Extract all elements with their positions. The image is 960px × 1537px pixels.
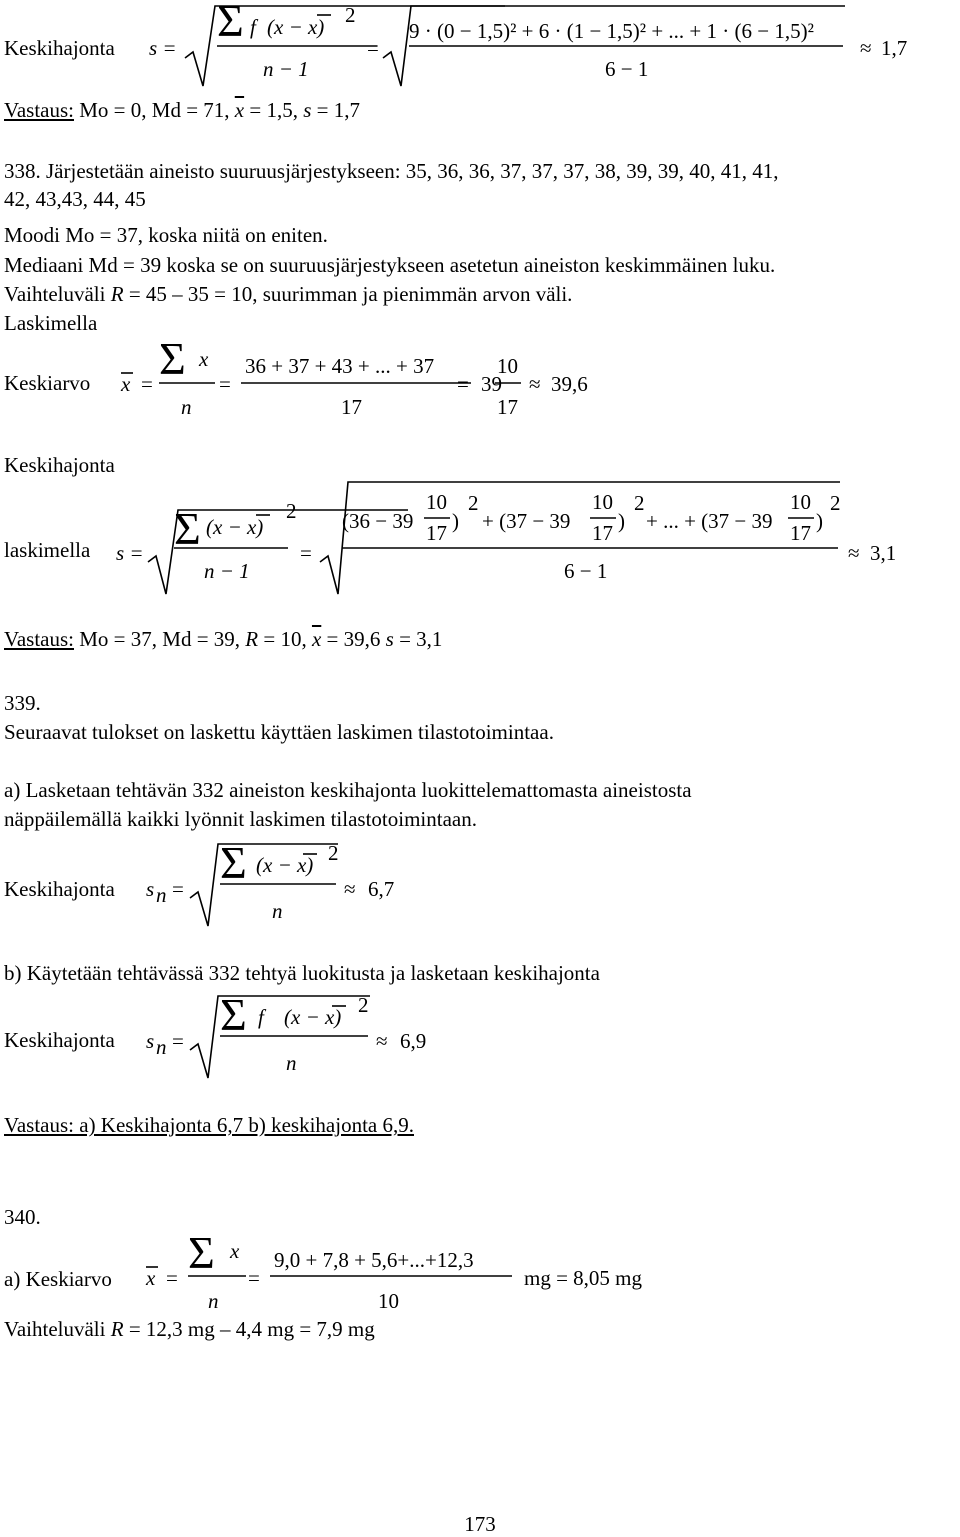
mean-denominator: 17: [341, 395, 362, 419]
sd-a-label: Keskihajonta: [4, 877, 115, 901]
svg-text:≈: ≈: [848, 541, 860, 565]
deviation-expr: (x − x): [267, 15, 325, 39]
svg-text:17: 17: [790, 521, 811, 545]
sd338-label2: laskimella: [4, 538, 91, 562]
sd-a-result: 6,7: [368, 877, 395, 901]
svg-text:n: n: [272, 899, 283, 923]
p338-line5: Vaihteluväli R = 45 – 35 = 10, suurimman ja pienimmän arvon väli.: [4, 282, 573, 306]
svg-text:2: 2: [286, 499, 297, 523]
sd-b-result: 6,9: [400, 1029, 427, 1053]
page-number: 173: [464, 1512, 496, 1536]
svg-text:6 − 1: 6 − 1: [564, 559, 608, 583]
svg-text:+ ... + (37 − 39: + ... + (37 − 39: [646, 509, 773, 533]
svg-text:(x − x): (x − x): [284, 1005, 342, 1029]
svg-text:=: =: [141, 372, 153, 396]
svg-text:10: 10: [790, 490, 811, 514]
svg-text:2: 2: [328, 841, 339, 865]
svg-text:≈: ≈: [376, 1029, 388, 1053]
mean-label: Keskiarvo: [4, 371, 91, 395]
equals: =: [367, 36, 379, 60]
sigma-symbol: Σ: [159, 333, 186, 384]
svg-text:=: =: [172, 877, 184, 901]
sigma-symbol: Σ: [174, 503, 201, 554]
result: 1,7: [881, 36, 908, 60]
svg-text:s: s: [146, 1029, 155, 1053]
svg-text:=: =: [172, 1029, 184, 1053]
svg-text:s: s: [146, 877, 155, 901]
p338-line4: Mediaani Md = 39 koska se on suuruusjärjestykseen asetetun aineiston keskimmäinen luku.: [4, 253, 776, 277]
p339-b1: b) Käytetään tehtävässä 332 tehtyä luokitusta ja lasketaan keskihajonta: [4, 961, 600, 985]
svg-text:x: x: [146, 1266, 156, 1290]
rhs-numerator: 9 · (0 − 1,5)² + 6 · (1 − 1,5)² + ... + 1 · (6 − 1,5)²: [409, 19, 814, 43]
svg-text:n: n: [181, 395, 192, 419]
radical-sign: [190, 996, 370, 1078]
svg-text:x: x: [230, 1239, 240, 1263]
p340-denominator: 10: [378, 1289, 399, 1313]
svg-text:2: 2: [358, 993, 369, 1017]
sd-result: 3,1: [870, 541, 897, 565]
sigma-symbol: Σ: [220, 989, 247, 1040]
svg-text:10: 10: [497, 354, 518, 378]
svg-text:s =: s =: [116, 541, 144, 565]
sd-formula-b: [142, 990, 462, 1080]
svg-text:+ (37 − 39: + (37 − 39: [482, 509, 571, 533]
sd-label: Keskihajonta: [4, 36, 115, 60]
svg-text:17: 17: [497, 395, 518, 419]
xbar: $\overline{x}$: [234, 98, 245, 122]
svg-text:10: 10: [426, 490, 447, 514]
mean-result: 39,6: [551, 372, 588, 396]
answer-line-2: Vastaus: Mo = 37, Md = 39, R = 10, $\overline{x} = 39,6$ s = 3,1: [4, 627, 443, 651]
svg-text:(x − x): (x − x): [206, 515, 264, 539]
mixed-whole: 39: [481, 372, 502, 396]
p339-a2: näppäilemällä kaikki lyönnit laskimen tilastotoimintaan.: [4, 807, 477, 831]
svg-text:(x − x): (x − x): [256, 853, 314, 877]
p339-line1: Seuraavat tulokset on laskettu käyttäen laskimen tilastotoimintaa.: [4, 720, 554, 744]
svg-text:): ): [816, 509, 823, 533]
svg-text:x: x: [199, 347, 209, 371]
svg-text:n: n: [156, 1035, 167, 1059]
sd-formula-a: [142, 838, 442, 928]
svg-text:2: 2: [468, 491, 479, 515]
freq-f: f: [250, 15, 256, 39]
p338-line6: Laskimella: [4, 311, 98, 335]
svg-text:n: n: [208, 1289, 219, 1313]
p339-a1: a) Lasketaan tehtävän 332 aineiston keskihajonta luokittelemattomasta aineistosta: [4, 778, 692, 802]
answer-label: Vastaus:: [4, 98, 74, 122]
sigma-symbol: Σ: [188, 1227, 215, 1278]
svg-text:=: =: [457, 372, 469, 396]
sd-formula-top: [145, 0, 945, 95]
answer-line-3: Vastaus: a) Keskihajonta 6,7 b) keskihajonta 6,9.: [4, 1113, 414, 1137]
svg-text:): ): [452, 509, 459, 533]
mean-numerator: 36 + 37 + 43 + ... + 37: [245, 354, 435, 378]
p340-label: a) Keskiarvo: [4, 1267, 112, 1291]
svg-text:n: n: [156, 883, 167, 907]
svg-text:f: f: [258, 1005, 264, 1029]
svg-text:≈: ≈: [529, 372, 541, 396]
sd-formula-338: [108, 480, 928, 600]
svg-text:(36 − 39: (36 − 39: [342, 509, 414, 533]
svg-text:10: 10: [592, 490, 613, 514]
approx-sign: ≈: [860, 36, 872, 60]
svg-text:=: =: [248, 1266, 260, 1290]
svg-text:≈: ≈: [344, 877, 356, 901]
mean-formula-340: [142, 1228, 702, 1318]
p338-line3: Moodi Mo = 37, koska niitä on eniten.: [4, 223, 328, 247]
mean-formula-338: [115, 330, 675, 420]
svg-text:=: =: [166, 1266, 178, 1290]
p338-line1: 338. Järjestetään aineisto suuruusjärjestykseen: 35, 36, 36, 37, 37, 37, 38, 39, 39, 40, 41, 41,: [4, 159, 779, 183]
xbar: x: [121, 372, 131, 396]
svg-text:17: 17: [426, 521, 447, 545]
svg-text:=: =: [219, 372, 231, 396]
sd338-label: Keskihajonta: [4, 453, 115, 477]
sigma-symbol: Σ: [220, 837, 247, 888]
svg-text:2: 2: [830, 491, 841, 515]
svg-text:2: 2: [634, 491, 645, 515]
svg-text:n − 1: n − 1: [204, 559, 250, 583]
denominator: n − 1: [263, 57, 309, 81]
p340-numerator: 9,0 + 7,8 + 5,6+...+12,3: [274, 1248, 474, 1272]
svg-text:17: 17: [592, 521, 613, 545]
svg-text:=: =: [300, 541, 312, 565]
answer-line-1: Vastaus: Mo = 0, Md = 71, $\overline{x} = 1,5$, s = 1,7: [4, 98, 360, 122]
svg-text:n: n: [286, 1051, 297, 1075]
rhs-denominator: 6 − 1: [605, 57, 649, 81]
p340-result: mg = 8,05 mg: [524, 1266, 643, 1290]
p338-line2: 42, 43,43, 44, 45: [4, 187, 146, 211]
sd-b-label: Keskihajonta: [4, 1028, 115, 1052]
p340-title: 340.: [4, 1205, 41, 1229]
sd-lhs: s =: [149, 36, 177, 60]
p339-title: 339.: [4, 691, 41, 715]
sigma-symbol: Σ: [217, 0, 244, 46]
exponent: 2: [345, 3, 356, 27]
p340-range: Vaihteluväli R = 12,3 mg – 4,4 mg = 7,9 mg: [4, 1317, 375, 1341]
svg-text:): ): [618, 509, 625, 533]
